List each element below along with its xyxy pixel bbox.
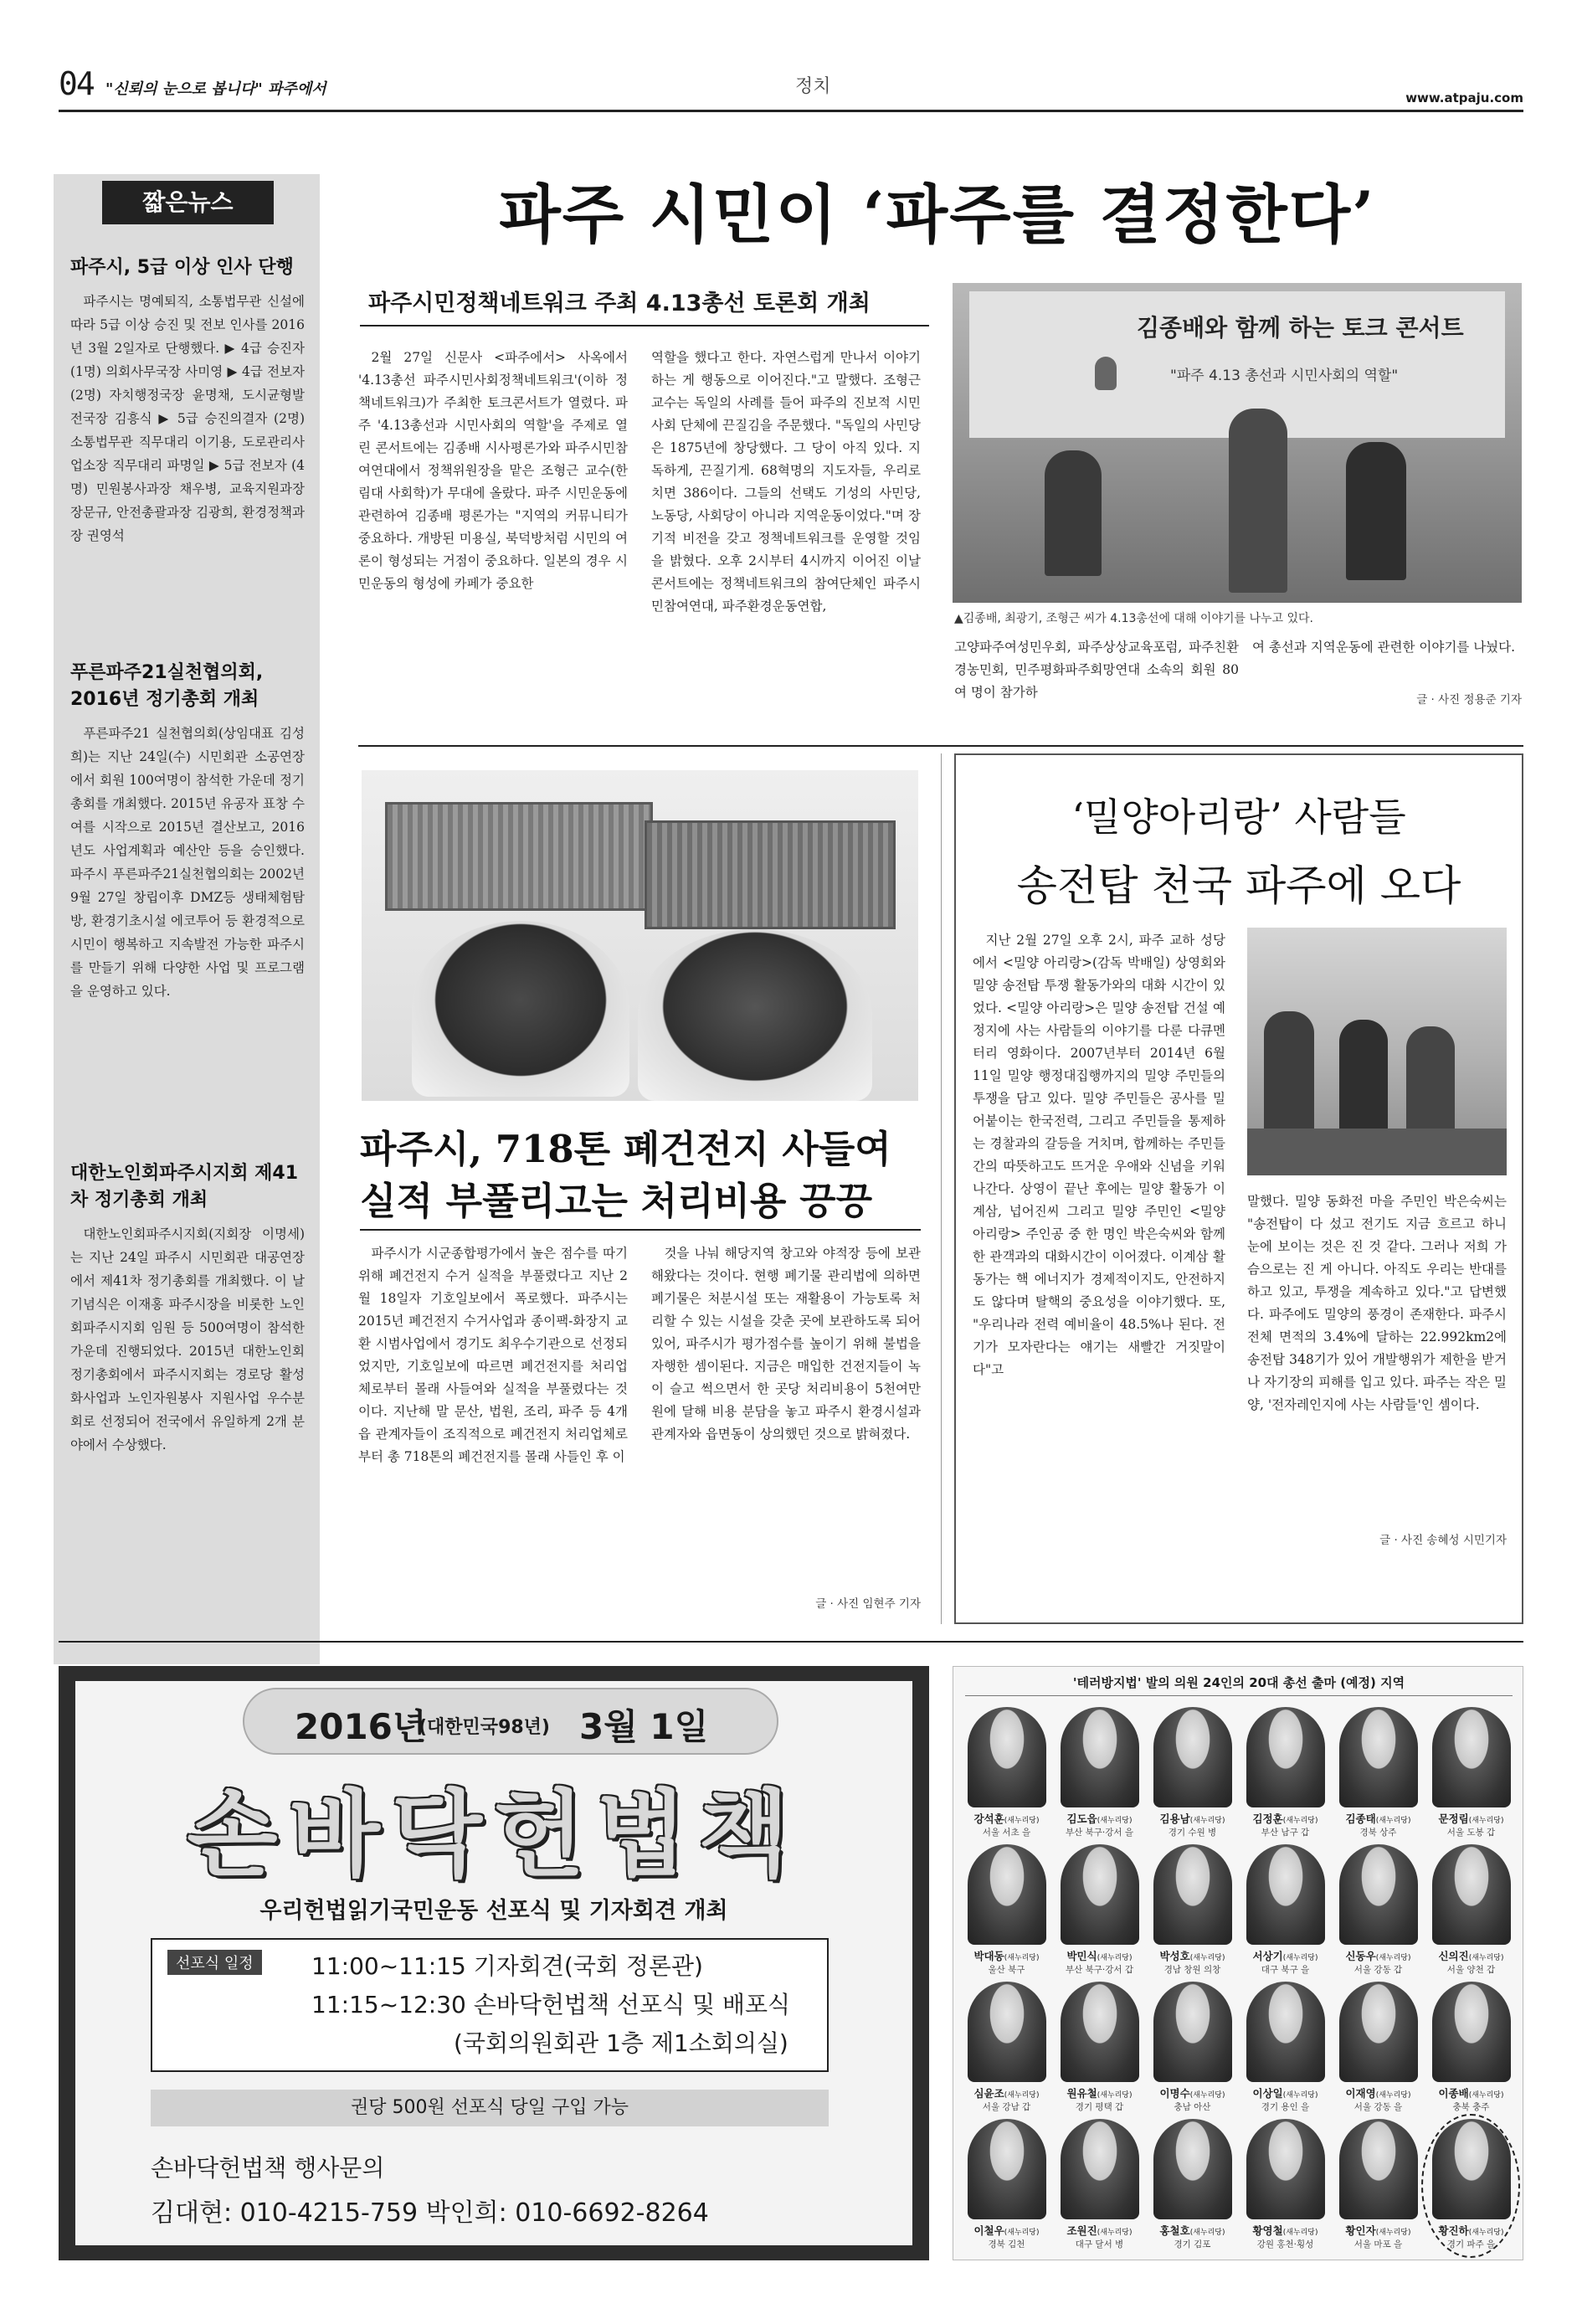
member-card bbox=[1146, 1844, 1239, 1988]
article3-col2: 말했다. 밀양 동화전 마을 주민인 박은숙씨는 "송전탑이 다 섰고 전기도 지금 흐르고 하니 눈에 보이는 것은 진 것 같다. 그러나 저희 가슴으로는 진 게 아니다. 아직도 우리는 반대를 하고 있고, 투쟁을 계속하고 있다."고 답변했다. 파주에도 밀양의 풍경이 존재한다. 파주시 전체 면적의 3.4%에 달하는 22.992km2에 송전탑 348기가 있어 개발행위가 제한을 받거나 자기장의 피해를 입고 있다. 파주는 작은 밀양, '전자레인지에 사는 사람들'인 셈이다. bbox=[1247, 1194, 1507, 1412]
member-district: 경기 평택 갑 bbox=[1075, 2102, 1124, 2112]
member-district: 경기 수원 병 bbox=[1168, 1828, 1217, 1838]
member-party: (새누리당) bbox=[1468, 2229, 1504, 2237]
article1-headline: 파주 시민이 ‘파주를 결정한다’ bbox=[499, 177, 1376, 252]
member-name-text: 서상기 bbox=[1252, 1950, 1283, 1962]
stage-table bbox=[1247, 1129, 1507, 1175]
member-party: (새누리당) bbox=[1097, 2091, 1133, 2100]
newspaper-slogan: "신뢰의 눈으로 봅니다" 파주에서 bbox=[105, 80, 326, 98]
highlight-circle bbox=[1421, 2114, 1520, 2258]
member-portrait bbox=[1339, 1982, 1418, 2082]
member-portrait bbox=[1153, 1982, 1232, 2082]
member-name-text: 문정림 bbox=[1438, 1812, 1469, 1825]
ad-schedule-line: 11:15~12:30 손바닥헌법책 선포식 및 배포식 bbox=[311, 1991, 791, 2018]
member-card bbox=[1239, 1844, 1332, 1988]
member-card bbox=[1146, 1707, 1239, 1851]
member-portrait bbox=[1339, 1844, 1418, 1945]
member-card bbox=[1146, 2119, 1239, 2263]
member-portrait bbox=[1153, 1707, 1232, 1807]
sidebar-title: 짧은뉴스 bbox=[102, 181, 274, 224]
member-card bbox=[1425, 2119, 1518, 2263]
ad-contact-line: 김대현: 010-4215-759 박인희: 010-6692-8264 bbox=[151, 2198, 709, 2228]
member-name bbox=[1146, 2223, 1239, 2238]
member-name-text: 박성호 bbox=[1159, 1950, 1190, 1962]
sidebar-news-heading: 파주시, 5급 이상 인사 단행 bbox=[70, 257, 294, 278]
sidebar-news-body: 대한노인회파주시지회(지회장 이명세)는 지난 24일 파주시 시민회관 대공연장에서 제41차 정기총회를 개최했다. 이 날 기념식은 이재홍 파주시장을 비롯한 노인회파주시지회 임원 등 500여명이 참석한 가운데 진행되었다. 2015년 대한노인회 정기총회에서 파주시지회는 경로당 활성화사업과 노인자원봉사 지원사업 우수분회로 선정되어 전국에서 유일하게 2개 분야에서 수상했다. bbox=[70, 1226, 305, 1452]
member-district: 부산 북구·강서 을 bbox=[1065, 1828, 1133, 1838]
member-party: (새누리당) bbox=[1282, 2229, 1318, 2237]
member-portrait bbox=[1061, 1844, 1139, 1945]
article1-bottom-rule bbox=[358, 745, 1523, 747]
member-card bbox=[1053, 1982, 1146, 2126]
article1-col2: 역할을 했다고 한다. 자연스럽게 만나서 이야기하는 게 행동으로 이어진다."고 말했다. 조형근 교수는 독일의 사례를 들어 파주의 진보적 시민사회 단체에 끈질김을 주문했다. "독일의 사민당은 1875년에 창당했다. 그 당이 아직 있다. 지독하게, 끈질기게. 68혁명의 지도자들, 우리로 치면 386이다. 그들의 선택도 기성의 사민당, 노동당, 사회당이 아니라 지역운동이었다."며 장기적 비전을 갖고 정책네트워크를 운영할 것임을 밝혔다. 오후 2시부터 4시까지 이어진 이날 콘서트에는 정책네트워크의 참여단체인 파주시민참여연대, 파주환경운동연합, bbox=[651, 350, 921, 614]
member-party: (새누리당) bbox=[1375, 2091, 1411, 2100]
member-name bbox=[1053, 2223, 1146, 2238]
talk-concert-caption: ▲김종배, 최광기, 조형근 씨가 4.13총선에 대해 이야기를 나누고 있다. bbox=[954, 612, 1313, 625]
member-name-text: 김종태 bbox=[1345, 1812, 1376, 1825]
member-name-text: 김도읍 bbox=[1066, 1812, 1097, 1825]
member-district: 부산 남구 갑 bbox=[1261, 1828, 1310, 1838]
ad-date-banner bbox=[243, 1688, 778, 1755]
member-district: 대구 북구 을 bbox=[1261, 1965, 1310, 1975]
member-name bbox=[1332, 2085, 1425, 2100]
member-district: 서울 도봉 갑 bbox=[1446, 1828, 1496, 1838]
article2-headline-line2: 실적 부풀리고는 처리비용 끙끙 bbox=[360, 1179, 873, 1223]
member-district: 경기 용인 을 bbox=[1261, 2102, 1310, 2112]
member-card bbox=[1332, 1707, 1425, 1851]
talk-concert-photo bbox=[953, 283, 1522, 603]
member-name bbox=[1425, 2085, 1518, 2100]
ad-schedule-box bbox=[151, 1938, 829, 2072]
ad-section-rule bbox=[59, 1641, 1523, 1643]
member-portrait bbox=[1432, 1844, 1511, 1945]
member-name bbox=[1332, 2223, 1425, 2238]
concert-banner-title: 김종배와 함께 하는 토크 콘서트 bbox=[1137, 314, 1464, 342]
member-portrait bbox=[968, 2119, 1046, 2219]
member-name-text: 김정훈 bbox=[1252, 1812, 1283, 1825]
member-portrait bbox=[1153, 1844, 1232, 1945]
member-name-text: 이재영 bbox=[1345, 2087, 1376, 2100]
member-party: (새누리당) bbox=[1189, 1817, 1225, 1825]
member-name bbox=[1239, 2085, 1332, 2100]
member-portrait bbox=[1339, 1707, 1418, 1807]
member-card bbox=[1053, 2119, 1146, 2263]
member-card bbox=[1332, 1982, 1425, 2126]
member-name-text: 신의진 bbox=[1438, 1950, 1469, 1962]
members-title-rule bbox=[965, 1695, 1513, 1696]
member-name bbox=[1425, 1948, 1518, 1963]
member-name bbox=[1146, 2085, 1239, 2100]
member-name-text: 이상일 bbox=[1252, 2087, 1283, 2100]
audience-figure bbox=[1406, 1026, 1455, 1144]
member-name-text: 원유철 bbox=[1066, 2087, 1097, 2100]
member-district: 경기 파주 을 bbox=[1446, 2239, 1496, 2249]
member-district: 서울 서초 을 bbox=[982, 1828, 1031, 1838]
member-name-text: 이철우 bbox=[973, 2224, 1004, 2237]
waste-battery-photo bbox=[362, 770, 918, 1101]
page-header bbox=[59, 65, 1523, 107]
terror-bill-members-panel bbox=[953, 1666, 1523, 2260]
member-name-text: 박민식 bbox=[1066, 1950, 1097, 1962]
member-name-text: 강석훈 bbox=[973, 1812, 1004, 1825]
article1-subheadline: 파주시민정책네트워크 주최 4.13총선 토론회 개최 bbox=[368, 290, 871, 316]
member-name bbox=[1239, 1948, 1332, 1963]
member-card bbox=[1425, 1982, 1518, 2126]
member-party: (새누리당) bbox=[1004, 1817, 1040, 1825]
article2-headline-rule bbox=[360, 1229, 921, 1231]
article3-credit: 글 · 사진 송혜성 시민기자 bbox=[1379, 1534, 1507, 1547]
member-district: 대구 달서 병 bbox=[1075, 2239, 1124, 2249]
member-card bbox=[1425, 1844, 1518, 1988]
article3-headline-line2: 송전탑 천국 파주에 오다 bbox=[1016, 861, 1461, 910]
member-card bbox=[960, 1707, 1053, 1851]
sidebar-news-item bbox=[70, 255, 305, 548]
audience-figure bbox=[1339, 1020, 1388, 1145]
column-divider bbox=[941, 753, 942, 1624]
member-card bbox=[1239, 1982, 1332, 2126]
member-district: 서울 강동 을 bbox=[1353, 2102, 1403, 2112]
member-party: (새누리당) bbox=[1004, 2091, 1040, 2100]
microphone-icon bbox=[1095, 357, 1117, 390]
section-label: 정치 bbox=[795, 76, 831, 97]
member-name bbox=[1053, 2085, 1146, 2100]
article1-credit: 글 · 사진 정용준 기자 bbox=[1416, 693, 1522, 707]
member-district: 경남 창원 의창 bbox=[1163, 1965, 1221, 1975]
speaker-figure bbox=[1346, 442, 1406, 580]
member-portrait bbox=[1246, 1707, 1325, 1807]
article2-col1: 파주시가 시군종합평가에서 높은 점수를 따기 위해 폐건전지 수거 실적을 부풀렸다고 지난 2월 18일자 기호일보에서 폭로했다. 파주시는 2015년 폐건전지 수거사업과 종이팩-화장지 교환 시범사업에서 경기도 최우수기관으로 선정되었지만, 기호일보에 따르면 폐건전지를 처리업체로부터 몰래 사들여와 실적을 부풀렸다는 것이다. 지난해 말 문산, 법원, 조리, 파주 등 4개 읍 관계자들이 조직적으로 폐건전지 처리업체로부터 총 718톤의 폐건전지를 몰래 사들인 후 이 bbox=[358, 1246, 628, 1464]
article1-col4: 여 총선과 지역운동에 관련한 이야기를 나눴다. bbox=[1252, 640, 1516, 655]
member-district: 경북 상주 bbox=[1359, 1828, 1397, 1838]
sidebar-news-heading: 대한노인회파주시지회 제41차 정기총회 개최 bbox=[70, 1163, 299, 1211]
member-name bbox=[1239, 1811, 1332, 1826]
member-district: 충남 아산 bbox=[1174, 2102, 1211, 2112]
miryang-talk-photo bbox=[1247, 928, 1507, 1175]
constitution-ad bbox=[59, 1666, 929, 2260]
member-name bbox=[1332, 1811, 1425, 1826]
member-party: (새누리당) bbox=[1282, 2091, 1318, 2100]
member-portrait bbox=[1246, 2119, 1325, 2219]
battery-crate bbox=[385, 802, 653, 911]
member-name-text: 홍철호 bbox=[1159, 2224, 1190, 2237]
member-name-text: 황영철 bbox=[1252, 2224, 1283, 2237]
member-card bbox=[960, 1982, 1053, 2126]
member-name-text: 이명수 bbox=[1159, 2087, 1190, 2100]
ad-title: 손바닥헌법책 bbox=[187, 1781, 801, 1890]
member-card bbox=[1053, 1707, 1146, 1851]
sidebar-news-body: 푸른파주21 실천협의회(상임대표 김성희)는 지난 24일(수) 시민회관 소공연장에서 회원 100여명이 참석한 가운데 정기총회를 개최했다. 2015년 유공자 표창 수여를 시작으로 2015년 결산보고, 2016년도 사업계획과 예산안 등을 승인했다. 파주시 푸른파주21실천협의회는 2002년 9월 27일 창립이후 DMZ등 생태체험탐방, 환경기초시설 에코투어 등 환경적으로 시민이 행복하고 지속발전 가능한 파주시를 만들기 위해 다양한 사업 및 프로그램을 운영하고 있다. bbox=[70, 726, 305, 999]
member-party: (새누리당) bbox=[1189, 2229, 1225, 2237]
member-party: (새누리당) bbox=[1282, 1954, 1318, 1962]
member-party: (새누리당) bbox=[1375, 1817, 1411, 1825]
member-portrait bbox=[1061, 2119, 1139, 2219]
member-card bbox=[960, 1844, 1053, 1988]
member-portrait bbox=[1153, 2119, 1232, 2219]
member-district: 경기 김포 bbox=[1174, 2239, 1211, 2249]
member-party: (새누리당) bbox=[1097, 1954, 1133, 1962]
member-card bbox=[1146, 1982, 1239, 2126]
member-card bbox=[1332, 2119, 1425, 2263]
member-party: (새누리당) bbox=[1189, 1954, 1225, 1962]
member-portrait bbox=[968, 1982, 1046, 2082]
sidebar-news-item bbox=[70, 1160, 305, 1457]
sidebar-news-item bbox=[70, 660, 305, 1003]
member-portrait bbox=[1246, 1982, 1325, 2082]
member-name bbox=[1332, 1948, 1425, 1963]
member-card bbox=[1239, 2119, 1332, 2263]
ad-price-bar: 권당 500원 선포식 당일 구입 가능 bbox=[151, 2090, 829, 2126]
member-name bbox=[960, 1811, 1053, 1826]
article1-col3: 고양파주여성민우회, 파주상상교육포럼, 파주친환경농민회, 민주평화파주회망연대 소속의 회원 80여 명이 참가하 bbox=[954, 640, 1239, 700]
article1-col1: 2월 27일 신문사 <파주에서> 사옥에서 '4.13총선 파주시민사회정책네트워크'(이하 정책네트워크)가 주최한 토크콘서트가 열렸다. 파주 '4.13총선과 시민사회의 역할'을 주제로 열린 콘서트에는 김종배 시사평론가와 파주시민참여연대에서 정책위원장을 맡은 조형근 교수(한림대 사회학)가 무대에 올랐다. 파주 시민운동에 관련하여 김종배 평론가는 "지역의 커뮤니티가 중요하다. 개방된 미용실, 북덕방처럼 시민의 여론이 형성되는 거점이 중요하다. 일본의 경우 시민운동의 형성에 카페가 중요한 bbox=[358, 350, 628, 591]
article2-col2: 것을 나눠 해당지역 창고와 야적장 등에 보관해왔다는 것이다. 현행 폐기물 관리법에 의하면 폐기물은 처분시설 또는 재활용이 가능토록 처리할 수 있는 시설을 갖춘 곳에 보관하도록 되어 있어, 파주시가 평가점수를 높이기 위해 불법을 자행한 셈이된다. 지금은 매입한 건전지들이 녹이 슬고 썩으면서 한 곳당 처리비용이 5천여만원에 달해 비용 분담을 놓고 파주시 환경시설과 관계자와 읍면동이 상의했던 것으로 밝혀졌다. bbox=[651, 1246, 921, 1442]
member-name bbox=[1425, 1811, 1518, 1826]
members-grid bbox=[960, 1707, 1518, 2256]
member-name-text: 조원진 bbox=[1066, 2224, 1097, 2237]
article2-credit: 글 · 사진 임현주 기자 bbox=[815, 1597, 921, 1611]
member-card bbox=[1053, 1844, 1146, 1988]
member-name bbox=[1146, 1948, 1239, 1963]
article3-col1: 지난 2월 27일 오후 2시, 파주 교하 성당에서 <밀양 아리랑>(감독 박배일) 상영회와 밀양 송전탑 투쟁 활동가와의 대화 시간이 있었다. <밀양 아리랑>은 밀양 송전탑 건설 예정지에 사는 사람들의 이야기를 다룬 다큐멘터리 영화이다. 2007년부터 2014년 6월 11일 밀양 행정대집행까지의 밀양 주민들의 투쟁을 담고 있다. 밀양 주민들은 공사를 밀어붙이는 한국전력, 그리고 주민들을 통제하는 경찰과의 갈등을 거치며, 합께하는 주민들간의 따뜻하고도 뜨거운 우애와 신념을 키워나간다. 상영이 끝난 후에는 밀양 활동가 이계삼, 넙어진씨 그리고 밀양 주민인 <밀양 아리랑> 주인공 중 한 명인 박은숙씨와 함께한 관객과의 대화시간이 이어졌다. 이계삼 활동가는 핵 에너지가 경제적이지도, 안전하지도 않다며 탈핵의 중요성을 이야기했다. 또, "우리나라 전력 예비율이 48.5%나 된다. 전기가 모자란다는 얘기는 새빨간 거짓말이다"고 bbox=[973, 933, 1225, 1377]
member-card bbox=[1332, 1844, 1425, 1988]
member-name bbox=[1146, 1811, 1239, 1826]
member-party: (새누리당) bbox=[1282, 1817, 1318, 1825]
page-number: 04 bbox=[59, 65, 94, 102]
member-party: (새누리당) bbox=[1097, 1817, 1133, 1825]
sidebar-news-heading: 푸른파주21실천협의회, 2016년 정기총회 개최 bbox=[70, 662, 264, 710]
article2-headline-line1: 파주시, 718톤 폐건전지 사들여 bbox=[360, 1127, 891, 1171]
member-portrait bbox=[1432, 1707, 1511, 1807]
member-party: (새누리당) bbox=[1004, 1954, 1040, 1962]
member-party: (새누리당) bbox=[1189, 2091, 1225, 2100]
member-name-text: 신동우 bbox=[1345, 1950, 1376, 1962]
member-name-text: 박대동 bbox=[973, 1950, 1004, 1962]
ad-schedule-line: (국회의원회관 1층 제1소회의실) bbox=[454, 2029, 788, 2057]
article1-subhead-rule bbox=[360, 325, 929, 326]
speaker-figure bbox=[1045, 450, 1102, 576]
member-district: 서울 강남 갑 bbox=[982, 2102, 1031, 2112]
member-name bbox=[1239, 2223, 1332, 2238]
member-portrait bbox=[1432, 1982, 1511, 2082]
ad-date-sub: (대한민국98년) bbox=[419, 1717, 550, 1738]
member-party: (새누리당) bbox=[1375, 1954, 1411, 1962]
ad-schedule-line: 11:00~11:15 기자회견(국회 정론관) bbox=[311, 1952, 703, 1980]
header-rule bbox=[59, 110, 1523, 112]
short-news-sidebar bbox=[54, 174, 320, 1664]
battery-sack bbox=[638, 929, 872, 1101]
members-panel-title: '테러방지법' 발의 의원 24인의 20대 총선 출마 (예정) 지역 bbox=[1072, 1675, 1405, 1690]
member-name bbox=[960, 2223, 1053, 2238]
member-name bbox=[960, 1948, 1053, 1963]
member-district: 부산 북구·강서 갑 bbox=[1065, 1965, 1133, 1975]
member-district: 경북 김천 bbox=[988, 2239, 1025, 2249]
battery-sack bbox=[412, 921, 629, 1097]
member-name bbox=[1053, 1811, 1146, 1826]
member-party: (새누리당) bbox=[1004, 2229, 1040, 2237]
member-card bbox=[1239, 1707, 1332, 1851]
member-district: 강원 홍천·횡성 bbox=[1256, 2239, 1314, 2249]
member-party: (새누리당) bbox=[1468, 1817, 1504, 1825]
member-portrait bbox=[968, 1707, 1046, 1807]
member-name-text: 황진하 bbox=[1438, 2224, 1469, 2237]
member-portrait bbox=[1246, 1844, 1325, 1945]
member-portrait bbox=[968, 1844, 1046, 1945]
member-portrait bbox=[1061, 1707, 1139, 1807]
battery-crate bbox=[645, 820, 896, 929]
member-party: (새누리당) bbox=[1468, 2091, 1504, 2100]
member-district: 서울 양천 갑 bbox=[1446, 1965, 1496, 1975]
ad-date-year: 2016년 bbox=[295, 1706, 427, 1747]
member-party: (새누리당) bbox=[1375, 2229, 1411, 2237]
ad-contact-title: 손바닥헌법책 행사문의 bbox=[151, 2154, 385, 2182]
member-portrait bbox=[1339, 2119, 1418, 2219]
ad-schedule-label: 선포식 일정 bbox=[167, 1950, 262, 1975]
member-party: (새누리당) bbox=[1468, 1954, 1504, 1962]
member-name-text: 황인자 bbox=[1345, 2224, 1376, 2237]
concert-banner-subtitle: "파주 4.13 총선과 시민사회의 역할" bbox=[1170, 368, 1399, 384]
member-portrait bbox=[1061, 1982, 1139, 2082]
sidebar-news-body: 파주시는 명예퇴직, 소통법무관 신설에 따라 5급 이상 승진 및 전보 인사를 2016년 3월 2일자로 단행했다. ▶ 4급 승진자 (1명) 의회사무국장 사미영 ▶ 4급 전보자 (2명) 자치행정국장 윤명채, 도시균형발전국장 김흥식 ▶ 5급 승진의결자 (2명) 소통법무관 직무대리 이기용, 도로관리사업소장 직무대리 파명일 ▶ 5급 전보자 (4명) 민원봉사과장 채우병, 교육지원과장 장문규, 안전총괄과장 김광희, 환경정책과장 권영석 bbox=[70, 294, 305, 543]
article3-headline-line1: ‘밀양아리랑’ 사람들 bbox=[1071, 794, 1406, 840]
member-name-text: 김용남 bbox=[1159, 1812, 1190, 1825]
member-card bbox=[1425, 1707, 1518, 1851]
speaker-figure bbox=[1229, 409, 1287, 593]
member-district: 충북 충주 bbox=[1452, 2102, 1490, 2112]
member-district: 울산 북구 bbox=[988, 1965, 1025, 1975]
member-district: 서울 마포 을 bbox=[1353, 2239, 1403, 2249]
member-name-text: 이종배 bbox=[1438, 2087, 1469, 2100]
member-name-text: 심윤조 bbox=[973, 2087, 1004, 2100]
member-party: (새누리당) bbox=[1097, 2229, 1133, 2237]
member-name bbox=[1053, 1948, 1146, 1963]
site-url[interactable]: www.atpaju.com bbox=[1405, 90, 1523, 105]
ad-subtitle: 우리헌법읽기국민운동 선포식 및 기자회견 개최 bbox=[259, 1898, 728, 1924]
member-district: 서울 강동 갑 bbox=[1353, 1965, 1403, 1975]
member-card bbox=[960, 2119, 1053, 2263]
member-name bbox=[960, 2085, 1053, 2100]
ad-date-day: 3월 1일 bbox=[579, 1706, 709, 1747]
